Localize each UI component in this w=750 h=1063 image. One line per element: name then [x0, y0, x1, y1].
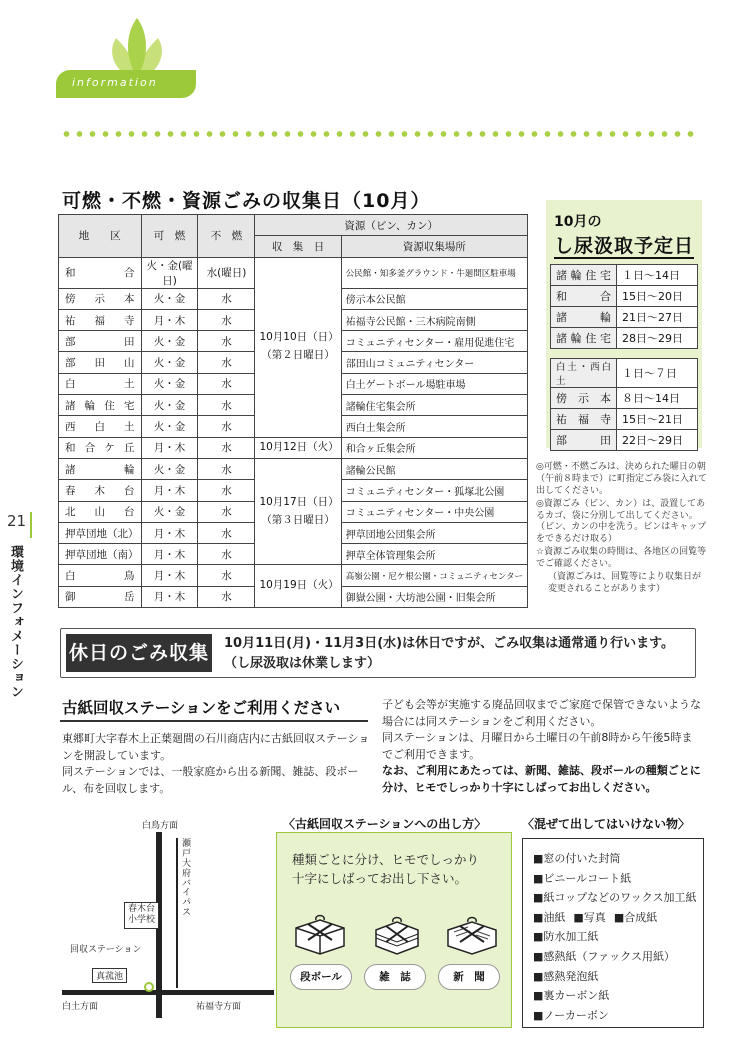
nonburnable-day-cell: 水 — [198, 522, 255, 543]
night-soil-title-rule — [554, 257, 694, 259]
table-row — [551, 307, 698, 328]
map-label-west: 白土方面 — [62, 1002, 99, 1012]
header-date: 収 集 日 — [255, 236, 341, 257]
burnable-day-cell: 火・金 — [141, 395, 198, 416]
table-row — [59, 257, 528, 288]
not-mixed-item: ■裏カーボン紙 — [533, 989, 610, 1003]
not-mixed-item: ■防水加工紙 — [533, 930, 599, 944]
wastepaper-paragraph: 同ステーションでは、一般家庭から出る新聞、雑誌、段ボール、布を回収します。 — [62, 765, 359, 796]
district-cell: 白鳥 — [59, 565, 142, 586]
list-item — [533, 967, 703, 987]
header-resource: 資源（ビン、カン） — [255, 215, 528, 236]
nonburnable-day-cell: 水 — [198, 288, 255, 309]
burnable-day-cell: 火・金 — [141, 288, 198, 309]
nonburnable-day-cell: 水 — [198, 501, 255, 522]
resource-place-cell: 御嶽公園・大坊池公園・旧集会所 — [341, 586, 527, 607]
burnable-day-cell: 火・金 — [141, 501, 198, 522]
resource-place-cell: コミュニティセンター・狐塚北公園 — [341, 480, 527, 501]
nonburnable-day-cell: 水(曜日) — [198, 257, 255, 288]
district-cell: 御岳 — [59, 586, 142, 607]
nonburnable-day-cell: 水 — [198, 331, 255, 352]
info-badge-text: information — [72, 76, 158, 89]
resource-place-cell: 公民館・知多釜グラウンド・牛廻間区駐車場 — [341, 257, 527, 288]
table-row — [551, 286, 698, 307]
resource-place-cell: コミュニティセンター・雇用促進住宅 — [341, 331, 527, 352]
night-soil-title-month: 10月の — [554, 214, 602, 230]
table-row — [551, 328, 698, 349]
night-soil-range: 15日～21日 — [617, 409, 698, 430]
not-mixed-item: ■合成紙 — [613, 910, 658, 924]
side-rule — [30, 512, 32, 538]
district-cell: 北山台 — [59, 501, 142, 522]
table-row — [551, 265, 698, 286]
resource-date-cell — [255, 458, 341, 564]
nonburnable-day-cell: 水 — [198, 544, 255, 565]
night-soil-range: １日～14日 — [617, 265, 698, 286]
district-cell: 部田山 — [59, 352, 142, 373]
night-soil-title-main: し尿汲取予定日 — [554, 235, 695, 257]
not-mixed-list — [522, 838, 704, 1028]
nonburnable-day-cell: 水 — [198, 309, 255, 330]
resource-place-cell: 和合ヶ丘集会所 — [341, 437, 527, 458]
burnable-day-cell: 火・金 — [141, 352, 198, 373]
resource-date-cell — [255, 437, 341, 458]
district-cell: 西白土 — [59, 416, 142, 437]
resource-place-cell: 諸輪公民館 — [341, 458, 527, 479]
burnable-day-cell: 月・木 — [141, 522, 198, 543]
table-row — [551, 430, 698, 451]
nonburnable-day-cell: 水 — [198, 395, 255, 416]
nonburnable-day-cell: 水 — [198, 352, 255, 373]
resource-date: 10月19日（火） — [259, 579, 339, 592]
resource-place-cell: 西白土集会所 — [341, 416, 527, 437]
table-row — [59, 565, 528, 586]
not-mixed-item: ■紙コップなどのワックス加工紙 — [533, 891, 697, 905]
not-mixed-item: ■ビニールコート紙 — [533, 871, 632, 885]
newspaper-label: 新 聞 — [438, 964, 500, 990]
note: （資源ごみは、回覧等により収集日が変更されることがあります） — [548, 571, 702, 594]
collection-notes — [536, 462, 708, 597]
wastepaper-paragraph: 同ステーションは、月曜日から土曜日の午前8時から午後5時までご利用できます。 — [382, 731, 693, 762]
resource-date-cell — [255, 257, 341, 437]
district-cell: 和合 — [59, 257, 142, 288]
nonburnable-day-cell: 水 — [198, 565, 255, 586]
nonburnable-day-cell: 水 — [198, 458, 255, 479]
header-nonburnable: 不 燃 — [198, 215, 255, 258]
night-soil-range: 15日～20日 — [617, 286, 698, 307]
night-soil-range: 22日～29日 — [617, 430, 698, 451]
burnable-day-cell: 火・金 — [141, 373, 198, 394]
header-place: 資源収集場所 — [341, 236, 527, 257]
map-label-north: 白鳥方面 — [142, 821, 179, 831]
holiday-text — [224, 634, 674, 673]
not-mixed-item: ■感熱紙（ファックス用紙） — [533, 949, 676, 963]
wastepaper-title-rule — [60, 720, 368, 722]
night-soil-table-1 — [550, 264, 698, 349]
district-cell: 和合ケ丘 — [59, 437, 142, 458]
list-item — [533, 908, 703, 928]
resource-place-cell: 高嶺公園・尼ケ根公園・コミュニティセンター — [341, 565, 527, 586]
map-label-station: 回収ステーション — [70, 945, 142, 955]
list-item — [533, 986, 703, 1006]
burnable-day-cell: 月・木 — [141, 565, 198, 586]
map-road-bypass — [176, 838, 178, 988]
nonburnable-day-cell: 水 — [198, 586, 255, 607]
not-mixed-title: 〈混ぜて出してはいけない物〉 — [522, 817, 691, 831]
wastepaper-title: 古紙回収ステーションをご利用ください — [62, 699, 341, 717]
map-label-east: 祐福寺方面 — [196, 1002, 242, 1012]
resource-place-cell: 諸輪住宅集会所 — [341, 395, 527, 416]
magazine-label: 雑 誌 — [364, 964, 426, 990]
table-row — [551, 388, 698, 409]
night-soil-range: 21日～27日 — [617, 307, 698, 328]
howto-line-2: 十字にしばってお出し下さい。 — [292, 871, 468, 887]
district-cell: 部田 — [59, 331, 142, 352]
night-soil-district: 諸輪 — [551, 307, 617, 328]
header-burnable: 可 燃 — [141, 215, 198, 258]
not-mixed-item: ■感熱発泡紙 — [533, 969, 599, 983]
resource-place-cell: 部田山コミュニティセンター — [341, 352, 527, 373]
map-label-pond: 真菰池 — [92, 968, 127, 983]
wastepaper-paragraph: 東郷町大字春木上正葉廻間の石川商店内に古紙回収ステーションを開設しています。 — [62, 732, 370, 763]
table-row — [59, 437, 528, 458]
howto-text — [292, 850, 479, 889]
page-number: 21 — [7, 512, 27, 530]
note: ◎可燃・不燃ごみは、決められた曜日の朝（午前８時まで）に町指定ごみ袋に入れて出してください。 — [536, 462, 708, 496]
burnable-day-cell: 火・金 — [141, 458, 198, 479]
note: ☆資源ごみ収集の時間は、各地区の回覧等でご確認ください。 — [536, 547, 707, 569]
station-marker-icon — [144, 982, 154, 992]
night-soil-district: 傍示本 — [551, 388, 617, 409]
burnable-day-cell: 火・金(曜日) — [141, 257, 198, 288]
burnable-day-cell: 火・金 — [141, 331, 198, 352]
magazine-bundle-icon — [372, 912, 422, 956]
cardboard-label: 段ボール — [290, 964, 352, 990]
night-soil-district: 部田 — [551, 430, 617, 451]
table-row — [551, 359, 698, 388]
map-label-bypass: 瀬戸大府バイパス — [182, 839, 192, 919]
nonburnable-day-cell: 水 — [198, 416, 255, 437]
burnable-day-cell: 月・木 — [141, 480, 198, 501]
list-item — [533, 888, 703, 908]
resource-date-cell — [255, 565, 341, 608]
resource-date-note: （第３日曜日） — [261, 513, 335, 526]
burnable-day-cell: 月・木 — [141, 437, 198, 458]
district-cell: 祐福寺 — [59, 309, 142, 330]
list-item — [533, 927, 703, 947]
district-cell: 傍示本 — [59, 288, 142, 309]
map-road-cross — [62, 990, 274, 995]
burnable-day-cell: 月・木 — [141, 544, 198, 565]
note: ◎資源ごみ（ビン、カン）は、設置してあるカゴ、袋に分別して出してください。（ビン、カンの中を洗う。ビンはキャップをできるだけ取る） — [536, 498, 707, 545]
night-soil-range: ８日～14日 — [617, 388, 698, 409]
burnable-day-cell: 火・金 — [141, 416, 198, 437]
night-soil-district: 諸輪住宅 — [551, 265, 617, 286]
table-row — [59, 458, 528, 479]
resource-place-cell: 祐福寺公民館・三木病院南側 — [341, 309, 527, 330]
resource-place-cell: 押草団地公団集会所 — [341, 522, 527, 543]
night-soil-range: １日～７日 — [617, 359, 698, 388]
map-label-school: 春木台 小学校 — [124, 902, 159, 929]
not-mixed-item: ■写真 — [573, 910, 606, 924]
district-cell: 春木台 — [59, 480, 142, 501]
night-soil-district: 白土・西白土 — [551, 359, 617, 388]
night-soil-title — [554, 211, 694, 258]
nonburnable-day-cell: 水 — [198, 437, 255, 458]
not-mixed-item: ■ノーカーボン — [533, 1008, 609, 1022]
night-soil-range: 28日～29日 — [617, 328, 698, 349]
burnable-day-cell: 月・木 — [141, 309, 198, 330]
howto-line-1: 種類ごとに分け、ヒモでしっかり — [292, 852, 480, 867]
header-district: 地 区 — [59, 215, 142, 258]
holiday-line-2: （し尿汲取は休業します） — [224, 655, 381, 671]
collection-title: 可燃・不燃・資源ごみの収集日（10月） — [62, 190, 431, 212]
nonburnable-day-cell: 水 — [198, 480, 255, 501]
night-soil-district: 祐福寺 — [551, 409, 617, 430]
nonburnable-day-cell: 水 — [198, 373, 255, 394]
resource-date-note: （第２日曜日） — [261, 349, 335, 362]
howto-title: 〈古紙回収ステーションへの出し方〉 — [283, 817, 487, 831]
list-item — [533, 869, 703, 889]
district-cell: 諸輪 — [59, 458, 142, 479]
holiday-line-1: 10月11日(月)・11月3日(水)は休日ですが、ごみ収集は通常通り行います。 — [224, 636, 675, 651]
resource-date: 10月17日（日） — [259, 495, 339, 508]
burnable-day-cell: 月・木 — [141, 586, 198, 607]
list-item — [533, 947, 703, 967]
district-cell: 白土 — [59, 373, 142, 394]
not-mixed-item: ■窓の付いた封筒 — [533, 852, 621, 865]
resource-place-cell: コミュニティセンター・中央公園 — [341, 501, 527, 522]
cardboard-bundle-icon — [290, 912, 350, 956]
district-cell: 諸輪住宅 — [59, 395, 142, 416]
wastepaper-paragraph: 子ども会等が実施する廃品回収までご家庭で保管できないような場合には同ステーションをご利用ください。 — [382, 698, 701, 729]
district-cell: 押草団地（南） — [59, 544, 142, 565]
night-soil-district: 和合 — [551, 286, 617, 307]
newspaper-bundle-icon — [444, 912, 500, 956]
district-cell: 押草団地（北） — [59, 522, 142, 543]
list-item — [533, 849, 703, 869]
resource-date: 10月12日（火） — [259, 440, 339, 453]
night-soil-district: 諸輪住宅 — [551, 328, 617, 349]
resource-place-cell: 白土ゲートボール場駐車場 — [341, 373, 527, 394]
location-map — [62, 818, 274, 1028]
dotted-divider — [60, 130, 700, 138]
resource-place-cell: 押草全体管理集会所 — [341, 544, 527, 565]
table-row — [551, 409, 698, 430]
section-label: 環境インフォメーション — [8, 545, 23, 699]
list-item — [533, 1006, 703, 1026]
night-soil-table-2 — [550, 358, 698, 451]
collection-table — [58, 214, 528, 608]
holiday-label: 休日のごみ収集 — [66, 634, 212, 672]
resource-date: 10月10日（日） — [259, 331, 339, 344]
not-mixed-item: ■油紙 — [533, 910, 566, 924]
wastepaper-paragraph: なお、ご利用にあたっては、新聞、雑誌、段ボールの種類ごとに分け、ヒモでしっかり十字にしばってお出しください。 — [382, 764, 701, 795]
resource-place-cell: 傍示本公民館 — [341, 288, 527, 309]
